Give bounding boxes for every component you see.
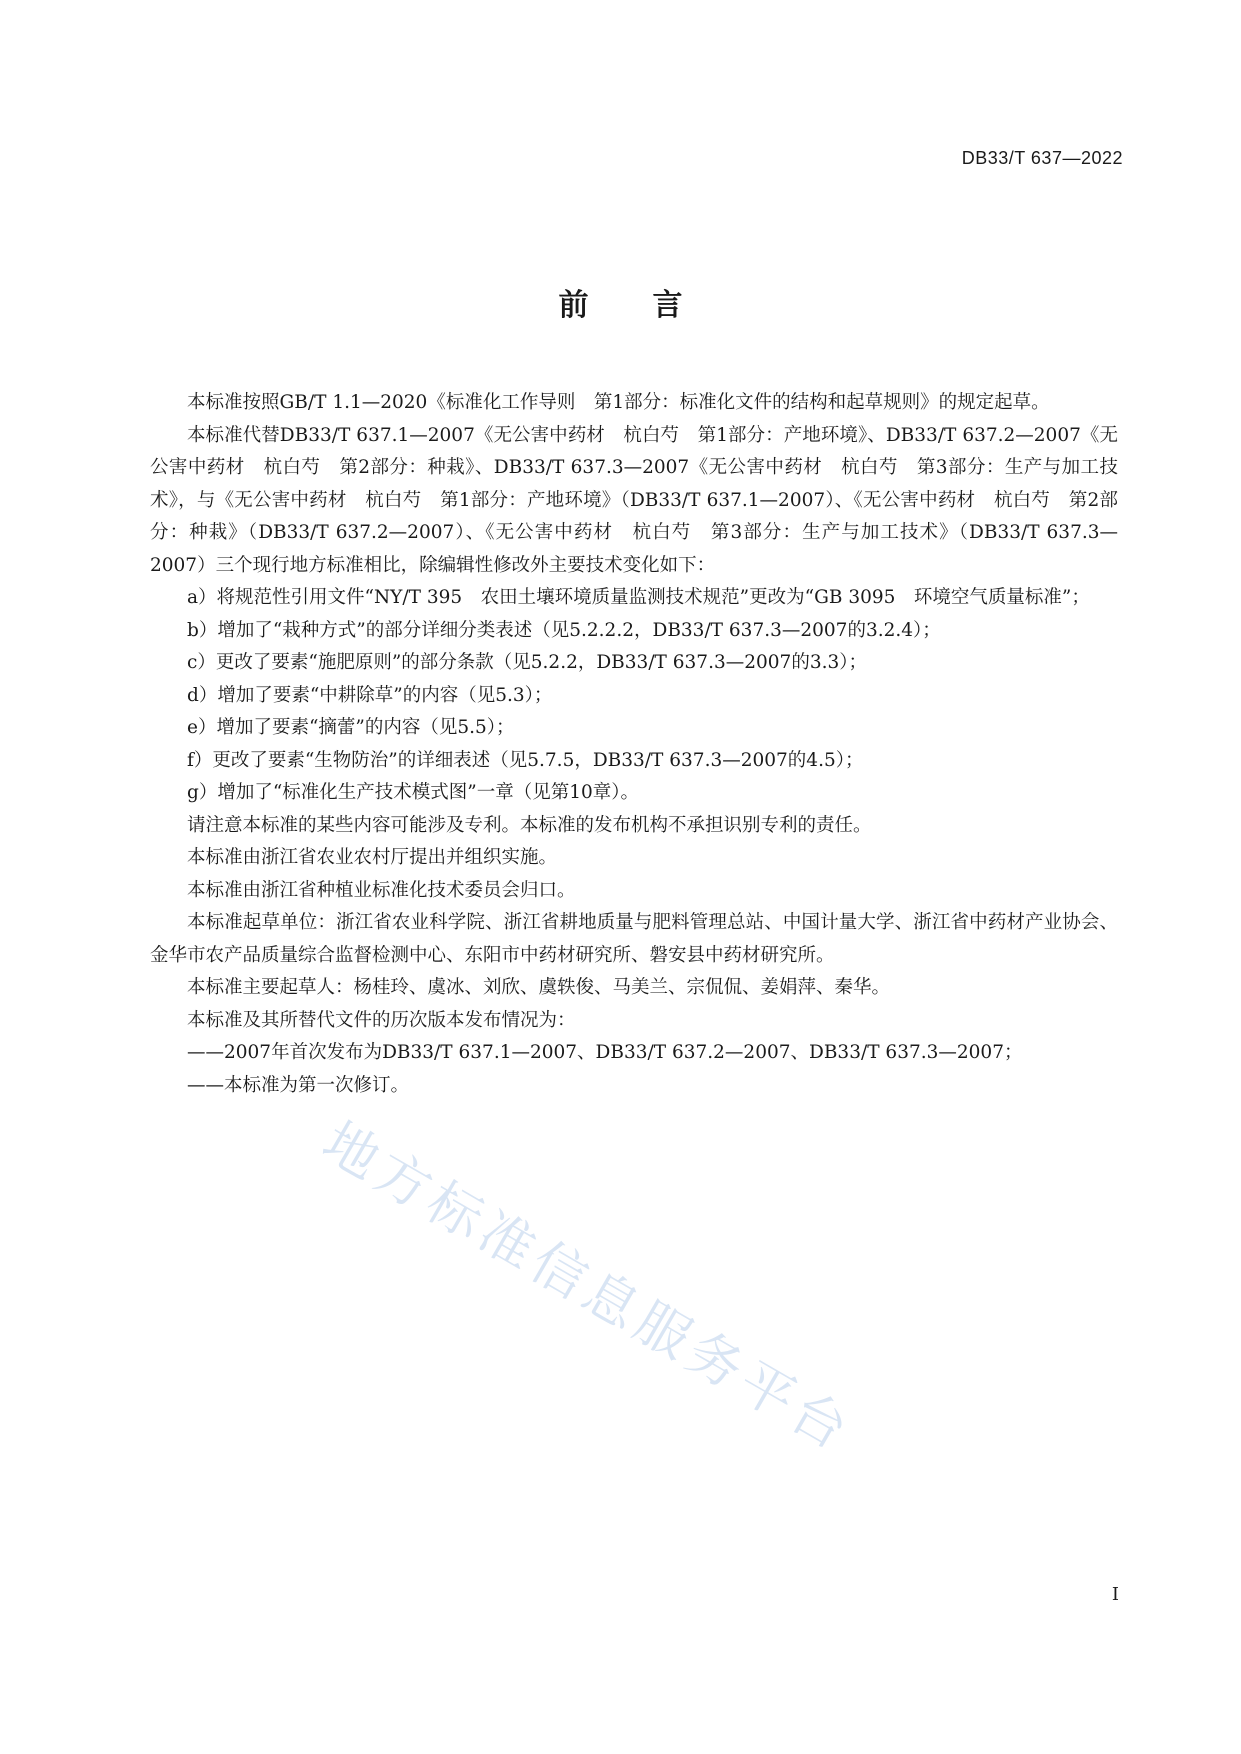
document-code: DB33/T 637—2022 [961, 148, 1123, 168]
history-item-revision: ——本标准为第一次修订。 [187, 1074, 410, 1096]
page-title: 前言 [558, 288, 747, 323]
history-item-2007: ——2007年首次发布为DB33/T 637.1—2007、DB33/T 637.2—2007、DB33/T 637.3—2007； [187, 1042, 1023, 1063]
change-item-g: g）增加了“标准化生产技术模式图”一章（见第10章）。 [187, 782, 640, 803]
paragraph-drafting-basis: 本标准按照GB/T 1.1—2020《标准化工作导则 第1部分：标准化文件的结构和起草规则》的规定起草。 [187, 392, 1050, 413]
change-item-e: e）增加了要素“摘蕾”的内容（见5.5）； [187, 717, 515, 738]
change-item-a: a）将规范性引用文件“NY/T 395 农田土壤环境质量监测技术规范”更改为“GB 3095 环境空气质量标准”； [187, 587, 1090, 608]
change-item-d: d）增加了要素“中耕除草”的内容（见5.3）； [187, 684, 553, 706]
page-number: I [1111, 1584, 1119, 1605]
change-item-f: f）更改了要素“生物防治”的详细表述（见5.7.5，DB33/T 637.3—2007的4.5）； [187, 749, 864, 771]
paragraph-drafters: 本标准主要起草人：杨桂玲、虞冰、刘欣、虞轶俊、马美兰、宗侃侃、姜娟萍、秦华。 [187, 977, 891, 998]
paragraph-proposer: 本标准由浙江省农业农村厅提出并组织实施。 [187, 847, 558, 868]
paragraph-drafting-units: 本标准起草单位：浙江省农业科学院、浙江省耕地质量与肥料管理总站、中国计量大学、浙江省中药材产业协会、金华市农产品质量综合监督检测中心、东阳市中药材研究所、磐安县中药材研究所。 [150, 912, 1118, 966]
paragraph-history-intro: 本标准及其所替代文件的历次版本发布情况为： [187, 1009, 576, 1031]
change-item-c: c）更改了要素“施肥原则”的部分条款（见5.2.2，DB33/T 637.3—2007的3.3）； [187, 652, 867, 673]
change-item-b: b）增加了“栽种方式”的部分详细分类表述（见5.2.2.2，DB33/T 637.3—2007的3.2.4）； [187, 619, 941, 641]
watermark: 地方标准信息服务平台 [312, 1109, 864, 1465]
paragraph-patent-notice: 请注意本标准的某些内容可能涉及专利。本标准的发布机构不承担识别专利的责任。 [187, 814, 872, 836]
paragraph-replacement-statement: 本标准代替DB33/T 637.1—2007《无公害中药材 杭白芍 第1部分：产地环境》、DB33/T 637.2—2007《无公害中药材 杭白芍 第2部分：种栽》、DB33/T 637.3—2007《无公害中药材 杭白芍 第3部分：生产与加工技术》，与《无公害中药材 杭白芍 第1部分：产地环境》（DB33/T 637.1—2007）、《无公害中药材 杭白芍 第2部分：种栽》（DB33/T 637.2—2007）、《无公害中药材 杭白芍 第3部分：生产与加工技术》（DB33/T 637.3—2007）三个现行地方标准相比，除编辑性修改外主要技术变化如下： [150, 424, 1118, 576]
foreword-body [150, 387, 1118, 1102]
paragraph-committee: 本标准由浙江省种植业标准化技术委员会归口。 [187, 879, 576, 901]
